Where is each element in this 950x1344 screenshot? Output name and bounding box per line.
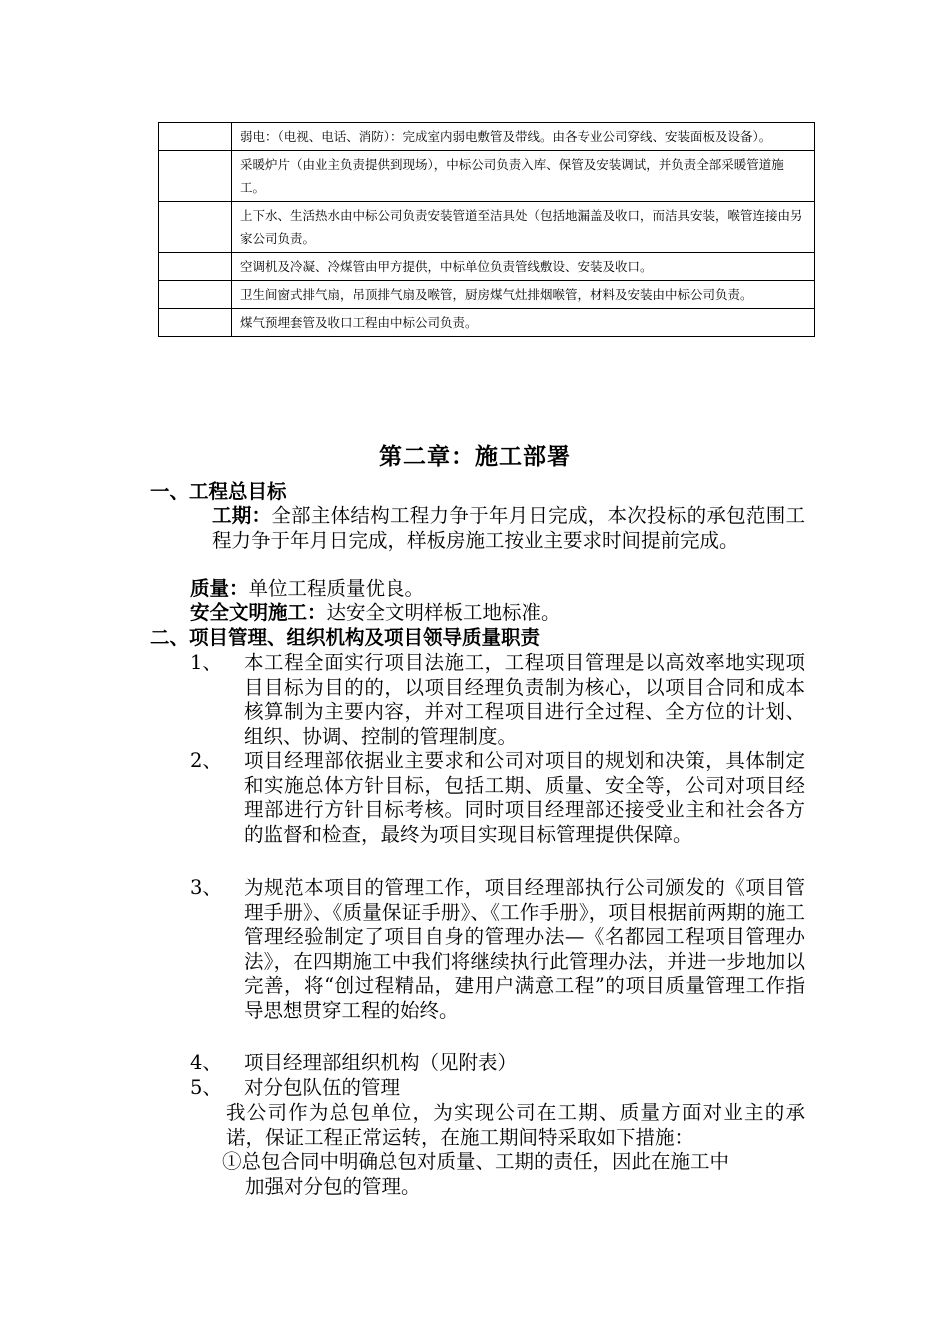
period-paragraph: [190, 504, 805, 553]
measure-item: [222, 1150, 805, 1199]
list-item-number: 4、: [190, 1051, 222, 1074]
quality-label: 质量：: [190, 577, 249, 600]
table-row: [159, 151, 815, 202]
table-cell-empty: [159, 123, 232, 151]
list-item: [190, 749, 805, 847]
list-item-number: 3、: [190, 876, 222, 899]
table-cell: 卫生间窗式排气扇，吊顶排气扇及喉管，厨房煤气灶排烟喉管，材料及安装由中标公司负责。: [232, 281, 815, 309]
list-item-text: 本工程全面实行项目法施工，工程项目管理是以高效率地实现项目目标为目的的，以项目经理负责制为核心，以项目合同和成本核算制为主要内容，并对工程项目进行全过程、全方位的计划、组织、协调、控制的管理制度。: [244, 651, 805, 748]
safety-label: 安全文明施工：: [190, 601, 327, 624]
chapter-title: 第二章：施工部署: [379, 443, 571, 470]
subcontract-paragraph: [190, 1101, 805, 1150]
period-label: 工期：: [212, 504, 272, 527]
list-item-text: 项目经理部依据业主要求和公司对项目的规划和决策，具体制定和实施总体方针目标，包括工期、质量、安全等，公司对项目经理部进行方针目标考核。同时项目经理部还接受业主和社会各方的监督和检查，最终为项目实现目标管理提供保障。: [244, 749, 805, 846]
list-item: [190, 876, 805, 1023]
table-row: [159, 123, 815, 151]
table-cell: 煤气预埋套管及收口工程由中标公司负责。: [232, 309, 815, 337]
list-item: [190, 1051, 805, 1076]
measure-text-line1: ①总包合同中明确总包对质量、工期的责任，因此在施工中: [222, 1150, 730, 1173]
safety-paragraph: [190, 601, 805, 626]
list-item-text: 项目经理部组织机构（见附表）: [244, 1051, 518, 1074]
subcontract-text: 我公司作为总包单位，为实现公司在工期、质量方面对业主的承诺，保证工程正常运转，在施工期间特采取如下措施：: [226, 1101, 805, 1149]
measure-text-line2: 加强对分包的管理。: [245, 1174, 421, 1198]
table-cell: 弱电：（电视、电话、消防）：完成室内弱电敷管及带线。由各专业公司穿线、安装面板及设备）。: [232, 123, 815, 151]
table-cell-empty: [159, 253, 232, 281]
section-heading-2: 二、项目管理、组织机构及项目领导质量职责: [150, 626, 541, 649]
list-item-number: 1、: [190, 651, 222, 674]
list-item-text: 为规范本项目的管理工作，项目经理部执行公司颁发的《项目管理手册》、《质量保证手册》、《工作手册》，项目根据前两期的施工管理经验制定了项目自身的管理办法—《名都园工程项目管理办法》，在四期施工中我们将继续执行此管理办法，并进一步地加以完善，将“创过程精品，建用户满意工程”的项目质量管理工作指导思想贯穿工程的始终。: [244, 876, 805, 1022]
table-row: [159, 253, 815, 281]
list-item-text: 对分包队伍的管理: [244, 1076, 401, 1099]
scope-table: [158, 122, 815, 337]
list-item-number: 5、: [190, 1076, 222, 1099]
list-item: [190, 651, 805, 749]
table-cell-empty: [159, 281, 232, 309]
table-cell: 空调机及冷凝、冷煤管由甲方提供，中标单位负责管线敷设、安装及收口。: [232, 253, 815, 281]
quality-text: 单位工程质量优良。: [248, 577, 425, 600]
list-item-number: 2、: [190, 749, 222, 772]
safety-text: 达安全文明样板工地标准。: [326, 601, 561, 624]
section-heading-1: 一、工程总目标: [150, 480, 287, 503]
table-cell: 上下水、生活热水由中标公司负责安装管道至洁具处（包括地漏盖及收口，而洁具安装，喉管连接由另家公司负责。: [232, 202, 815, 253]
table-row: [159, 281, 815, 309]
table-cell-empty: [159, 151, 232, 202]
table-cell: 采暖炉片（由业主负责提供到现场），中标公司负责入库、保管及安装调试，并负责全部采暖管道施工。: [232, 151, 815, 202]
table-row: [159, 202, 815, 253]
table-row: [159, 309, 815, 337]
table-cell-empty: [159, 202, 232, 253]
list-item: [190, 1076, 805, 1101]
quality-paragraph: [190, 577, 805, 602]
table-cell-empty: [159, 309, 232, 337]
period-text: 全部主体结构工程力争于年月日完成，本次投标的承包范围工程力争于年月日完成，样板房施工按业主要求时间提前完成。: [212, 504, 805, 552]
